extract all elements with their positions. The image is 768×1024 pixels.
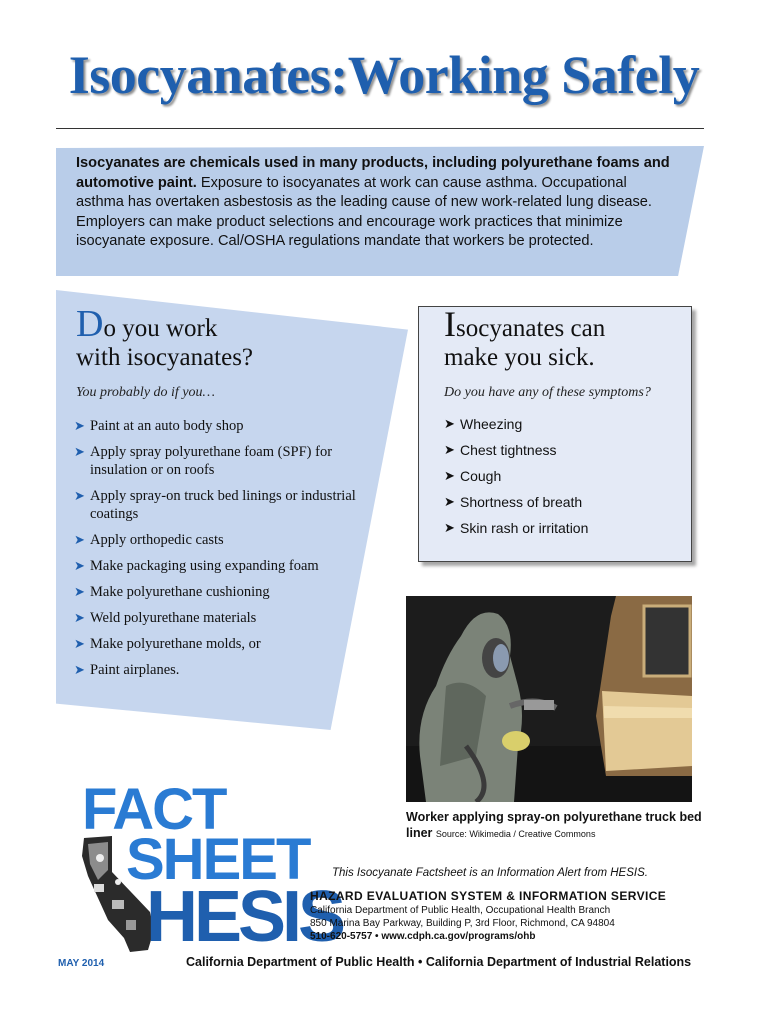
work-list-item [74,417,364,435]
logo-word-sheet: SHEET [126,827,310,892]
logo-word-fact: FACT [82,777,226,842]
footer-departments: California Department of Public Health • California Department of Industrial Relations [186,955,692,969]
arrow-bullet-icon: ➤ [74,444,85,459]
symptom-item [444,489,588,515]
symptoms-subtitle: Do you have any of these symptoms? [444,385,651,400]
symptom-item-text: Chest tightness [460,442,557,458]
work-list-item [74,583,364,601]
symptom-item [444,411,588,437]
symptoms-heading [444,304,684,372]
hesis-contact: 510-620-5757 • www.cdph.ca.gov/programs/ohb [310,931,536,942]
work-list-item-text: Paint airplanes. [90,662,180,678]
symptom-item-text: Skin rash or irritation [460,520,589,536]
photo-caption [406,809,706,842]
symptoms-list [444,411,588,541]
hesis-name: HAZARD EVALUATION SYSTEM & INFORMATION SERVICE [310,889,667,903]
intro-paragraph [76,154,676,252]
work-list-item [74,443,364,479]
title-divider [56,128,704,129]
publish-date: MAY 2014 [58,958,105,969]
work-list-item [74,635,364,653]
work-list-item-text: Make polyurethane molds, or [90,636,261,652]
arrow-bullet-icon: ➤ [74,488,85,503]
arrow-bullet-icon: ➤ [444,494,455,509]
work-heading-line2: with isocyanates? [76,344,254,371]
work-list-item [74,531,364,549]
hesis-address: 850 Marina Bay Parkway, Building P, 3rd Floor, Richmond, CA 94804 [310,918,615,929]
intro-body-text: Exposure to isocyanates at work can cause asthma. Occupational asthma has overtaken asbestosis as the leading cause of new work-related lung disease. Employers can make product selections and encourage work practices that minimize isocyanate exposure. Cal/OSHA regulations mandate that workers be protected. [76,174,652,249]
worker-photo-illustration [406,596,692,802]
work-heading-rest: o you work [103,315,218,342]
arrow-bullet-icon: ➤ [444,468,455,483]
work-subtitle: You probably do if you… [76,385,215,400]
symptom-item-text: Cough [460,468,502,484]
symptoms-heading-line2: make you sick. [444,344,595,371]
hesis-department: California Department of Public Health, Occupational Health Branch [310,905,611,916]
arrow-bullet-icon: ➤ [74,418,85,433]
work-list-item [74,557,364,575]
arrow-bullet-icon: ➤ [74,558,85,573]
photo-source: Source: Wikimedia / Creative Commons [435,829,596,839]
symptom-item [444,437,588,463]
symptoms-heading-dropcap: I [444,304,456,344]
symptom-item [444,515,588,541]
page-title: Isocyanates:Working Safely [68,45,700,105]
photo-caption-text: Worker applying spray-on polyurethane truck bed liner [406,810,702,840]
work-list-item [74,487,364,523]
symptom-item [444,463,588,489]
worker-photo [406,596,692,802]
symptom-item-text: Shortness of breath [460,494,583,510]
work-list-item-text: Apply spray-on truck bed linings or industrial coatings [90,488,356,522]
intro-bold-text: Isocyanates are chemicals used in many products, including polyurethane foams and automotive paint. [76,155,670,191]
arrow-bullet-icon: ➤ [74,636,85,651]
arrow-bullet-icon: ➤ [74,662,85,677]
arrow-bullet-icon: ➤ [74,610,85,625]
work-list-item-text: Weld polyurethane materials [90,610,257,626]
work-list-item-text: Make packaging using expanding foam [90,558,319,574]
work-list-item-text: Apply orthopedic casts [90,532,224,548]
symptoms-heading-rest: socyanates can [456,315,606,342]
work-list [74,417,364,687]
work-list-item-text: Paint at an auto body shop [90,418,244,434]
symptom-item-text: Wheezing [460,416,523,432]
arrow-bullet-icon: ➤ [74,532,85,547]
work-list-item-text: Apply spray polyurethane foam (SPF) for insulation or on roofs [90,444,333,478]
logo-word-hesis: HESIS [146,877,343,957]
work-heading [76,303,376,372]
work-list-item [74,609,364,627]
arrow-bullet-icon: ➤ [444,442,455,457]
hesis-alert: This Isocyanate Factsheet is an Information Alert from HESIS. [332,867,648,879]
work-list-item-text: Make polyurethane cushioning [90,584,270,600]
arrow-bullet-icon: ➤ [444,416,455,431]
arrow-bullet-icon: ➤ [444,520,455,535]
work-list-item [74,661,364,679]
work-heading-dropcap: D [76,303,104,345]
arrow-bullet-icon: ➤ [74,584,85,599]
